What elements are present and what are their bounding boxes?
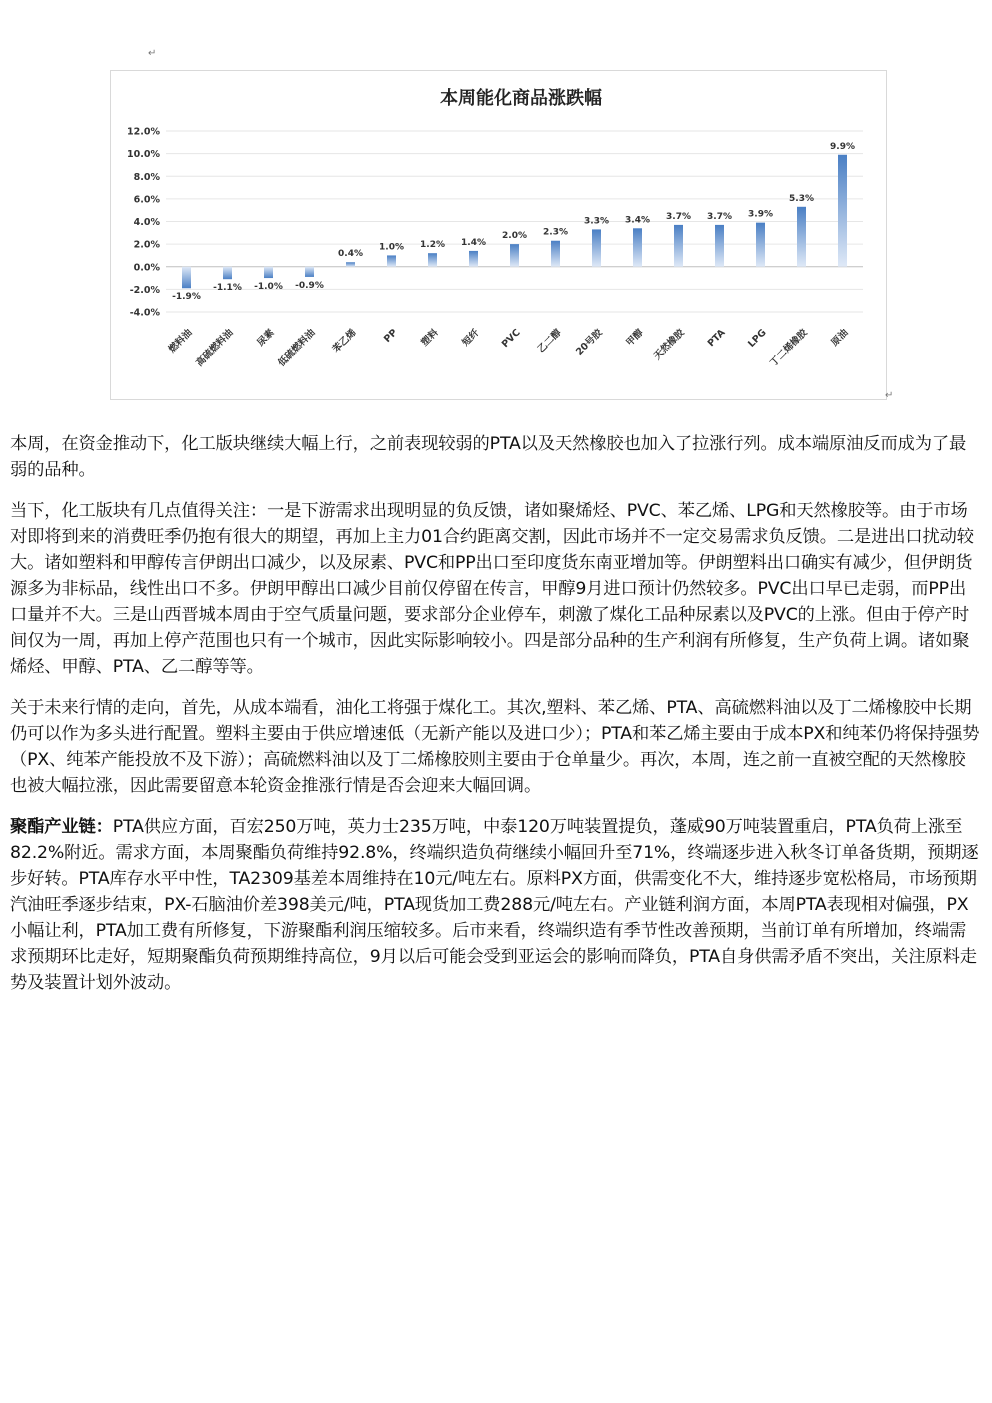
article-body [10,431,982,1011]
bar [346,262,355,267]
bar [551,241,560,267]
data-label: 3.4% [625,215,650,226]
x-tick-label: 高硫燃料油 [194,327,236,369]
x-tick-label: 丁二烯橡胶 [768,327,810,369]
x-tick-label: 乙二醇 [535,327,564,356]
bar [469,251,478,267]
x-tick-label: PTA [705,327,728,350]
bar [264,267,273,278]
paragraph-mark: ↵ [148,48,157,59]
x-tick-label: 苯乙烯 [330,327,359,356]
x-tick-label: 尿素 [255,327,277,349]
data-label: -1.0% [254,282,283,293]
data-label: 2.3% [543,227,568,238]
paragraph-mark: ↵ [885,390,894,401]
paragraph-4 [10,814,982,996]
bar [182,267,191,288]
paragraph-2-text: 当下，化工版块有几点值得关注：一是下游需求出现明显的负反馈，诸如聚烯烃、PVC、苯乙烯、LPG和天然橡胶等。由于市场对即将到来的消费旺季仍抱有很大的期望，再加上主力01合约距离交割，因此市场并不一定交易需求负反馈。二是进出口扰动较大。诸如塑料和甲醇传言伊朗出口减少，以及尿素、PVC和PP出口至印度货东南亚增加等。伊朗塑料出口确实有减少，但伊朗货源多为非标品，线性出口不多。伊朗甲醇出口减少目前仅停留在传言，甲醇9月进口预计仍然较多。PVC出口早已走弱，而PP出口量并不大。三是山西晋城本周由于空气质量问题，要求部分企业停车，刺激了煤化工品种尿素以及PVC的上涨。但由于停产时间仅为一周，再加上停产范围也只有一个城市，因此实际影响较小。四是部分品种的生产利润有所修复，生产负荷上调。诸如聚烯烃、甲醇、PTA、乙二醇等等。 [10,501,974,677]
paragraph-1 [10,431,982,483]
y-tick-label: -2.0% [129,284,160,296]
data-label: 1.0% [379,242,404,253]
x-tick-label: 20号胶 [574,327,605,358]
bar [592,229,601,266]
y-tick-label: 6.0% [133,194,160,206]
data-label: 1.2% [420,240,445,251]
data-label: 0.4% [338,249,363,260]
x-tick-label: LPG [746,327,769,350]
x-tick-label: 燃料油 [166,327,195,356]
x-tick-label: 天然橡胶 [651,327,687,363]
y-tick-label: 2.0% [133,239,160,251]
bar [428,253,437,267]
bar [756,223,765,267]
data-label: -1.1% [213,283,242,294]
chart-canvas [111,71,886,399]
x-tick-label: 甲醇 [624,327,646,349]
bar [674,225,683,267]
bar [715,225,724,267]
bar [223,267,232,279]
x-tick-label: PP [381,327,400,345]
x-tick-label: 塑料 [419,327,441,349]
bar [633,228,642,266]
data-label: 3.7% [666,211,691,222]
change-bar-chart [110,70,887,400]
paragraph-4-text: PTA供应方面，百宏250万吨，英力士235万吨，中泰120万吨装置提负，蓬威90万吨装置重启，PTA负荷上涨至82.2%附近。需求方面，本周聚酯负荷维持92.8%，终端织造负荷继续小幅回升至71%，终端逐步进入秋冬订单备货期，预期逐步好转。PTA库存水平中性，TA2309基差本周维持在10元/吨左右。原料PX方面，供需变化不大，维持逐步宽松格局，市场预期汽油旺季逐步结束，PX-石脑油价差398美元/吨，PTA现货加工费288元/吨左右。产业链利润方面，本周PTA表现相对偏强，PX小幅让利，PTA加工费有所修复，下游聚酯利润压缩较多。后市来看，终端织造有季节性改善预期，当前订单有所增加，终端需求预期环比走好，短期聚酯负荷预期维持高位，9月以后可能会受到亚运会的影响而降负，PTA自身供需矛盾不突出，关注原料走势及装置计划外波动。 [10,817,979,993]
bar [797,207,806,267]
data-label: 3.9% [748,209,773,220]
y-tick-label: 8.0% [133,171,160,183]
data-label: 1.4% [461,237,486,248]
y-tick-label: 0.0% [133,262,160,274]
chart-title: 本周能化商品涨跌幅 [440,88,602,109]
x-tick-label: 低硫燃料油 [276,327,318,369]
data-label: -1.9% [172,292,201,303]
bar [387,255,396,266]
paragraph-1-text: 本周，在资金推动下，化工版块继续大幅上行，之前表现较弱的PTA以及天然橡胶也加入了拉涨行列。成本端原油反而成为了最弱的品种。 [10,434,967,480]
data-label: -0.9% [295,280,324,291]
data-label: 9.9% [830,141,855,152]
y-tick-label: 10.0% [127,149,160,161]
data-label: 5.3% [789,193,814,204]
y-tick-label: 4.0% [133,217,160,228]
y-tick-label: 12.0% [127,126,160,138]
paragraph-3-text: 关于未来行情的走向，首先，从成本端看，油化工将强于煤化工。其次,塑料、苯乙烯、PTA、高硫燃料油以及丁二烯橡胶中长期仍可以作为多头进行配置。塑料主要由于供应增速低（无新产能以及进口少）；PTA和苯乙烯主要由于成本PX和纯苯仍将保持强势（PX、纯苯产能投放不及下游）；高硫燃料油以及丁二烯橡胶则主要由于仓单量少。再次，本周，连之前一直被空配的天然橡胶也被大幅拉涨，因此需要留意本轮资金推涨行情是否会迎来大幅回调。 [10,698,980,796]
bar [838,155,847,267]
bar [510,244,519,267]
paragraph-3 [10,695,982,799]
bar [305,267,314,277]
x-tick-label: 原油 [829,327,851,349]
data-label: 3.7% [707,211,732,222]
paragraph-2 [10,498,982,680]
data-label: 2.0% [502,231,527,242]
paragraph-4-heading: 聚酯产业链： [10,817,113,837]
y-tick-label: -4.0% [129,307,160,319]
x-tick-label: PVC [499,327,523,351]
x-tick-label: 短纤 [460,327,482,349]
data-label: 3.3% [584,216,609,227]
